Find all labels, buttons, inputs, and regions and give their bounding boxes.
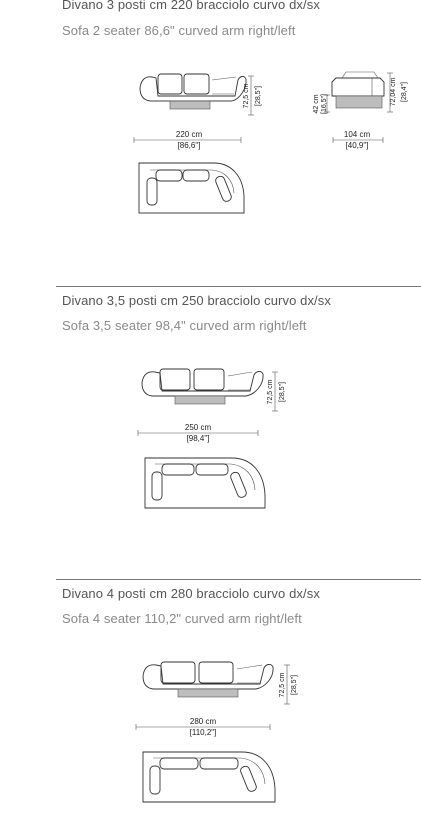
section-2-width-in: [98,4"] xyxy=(186,434,210,443)
section-1-side-height-in: [28,4"] xyxy=(401,82,408,102)
section-1-width-in: [86,6"] xyxy=(177,141,201,150)
section-2-height-in: [28,5"] xyxy=(279,382,286,402)
section-3-plan-view xyxy=(143,752,275,802)
section-1-seat-in: [16,5"] xyxy=(321,94,328,114)
section-3-height-dimension xyxy=(279,665,298,704)
section-1-height-in: [28,5"] xyxy=(255,86,262,106)
section-2-title-en: Sofa 3,5 seater 98,4" curved arm right/left xyxy=(62,318,307,333)
section-1-height-cm: 72,5 cm xyxy=(243,83,250,109)
section-1-seat-cm: 42 cm xyxy=(313,94,320,114)
section-3-front-view xyxy=(143,662,273,697)
section-2-title-it: Divano 3,5 posti cm 250 bracciolo curvo dx/sx xyxy=(62,293,331,308)
section-1-title-en: Sofa 2 seater 86,6" curved arm right/left xyxy=(62,23,296,38)
section-1-width-cm: 220 cm xyxy=(175,130,203,139)
section-3-height-in: [28,5"] xyxy=(291,675,298,695)
section-2-height-cm: 72,5 cm xyxy=(267,379,274,405)
section-3-title-en: Sofa 4 seater 110,2" curved arm right/left xyxy=(62,611,302,626)
section-1-title-it: Divano 3 posti cm 220 bracciolo curvo dx/sx xyxy=(62,0,320,12)
section-1-side-height-cm: 72,04 cm xyxy=(390,77,397,107)
section-3-title-it: Divano 4 posti cm 280 bracciolo curvo dx/sx xyxy=(62,586,320,601)
section-1-depth-in: [40,9"] xyxy=(345,141,369,150)
section-3-width-cm: 280 cm xyxy=(189,717,217,726)
section-2-width-cm: 250 cm xyxy=(184,423,212,432)
section-1-depth-cm: 104 cm xyxy=(343,130,371,139)
section-3-height-cm: 72,5 cm xyxy=(279,672,286,698)
section-3-width-dimension xyxy=(136,717,270,737)
section-3-width-in: [110,2"] xyxy=(189,728,217,737)
